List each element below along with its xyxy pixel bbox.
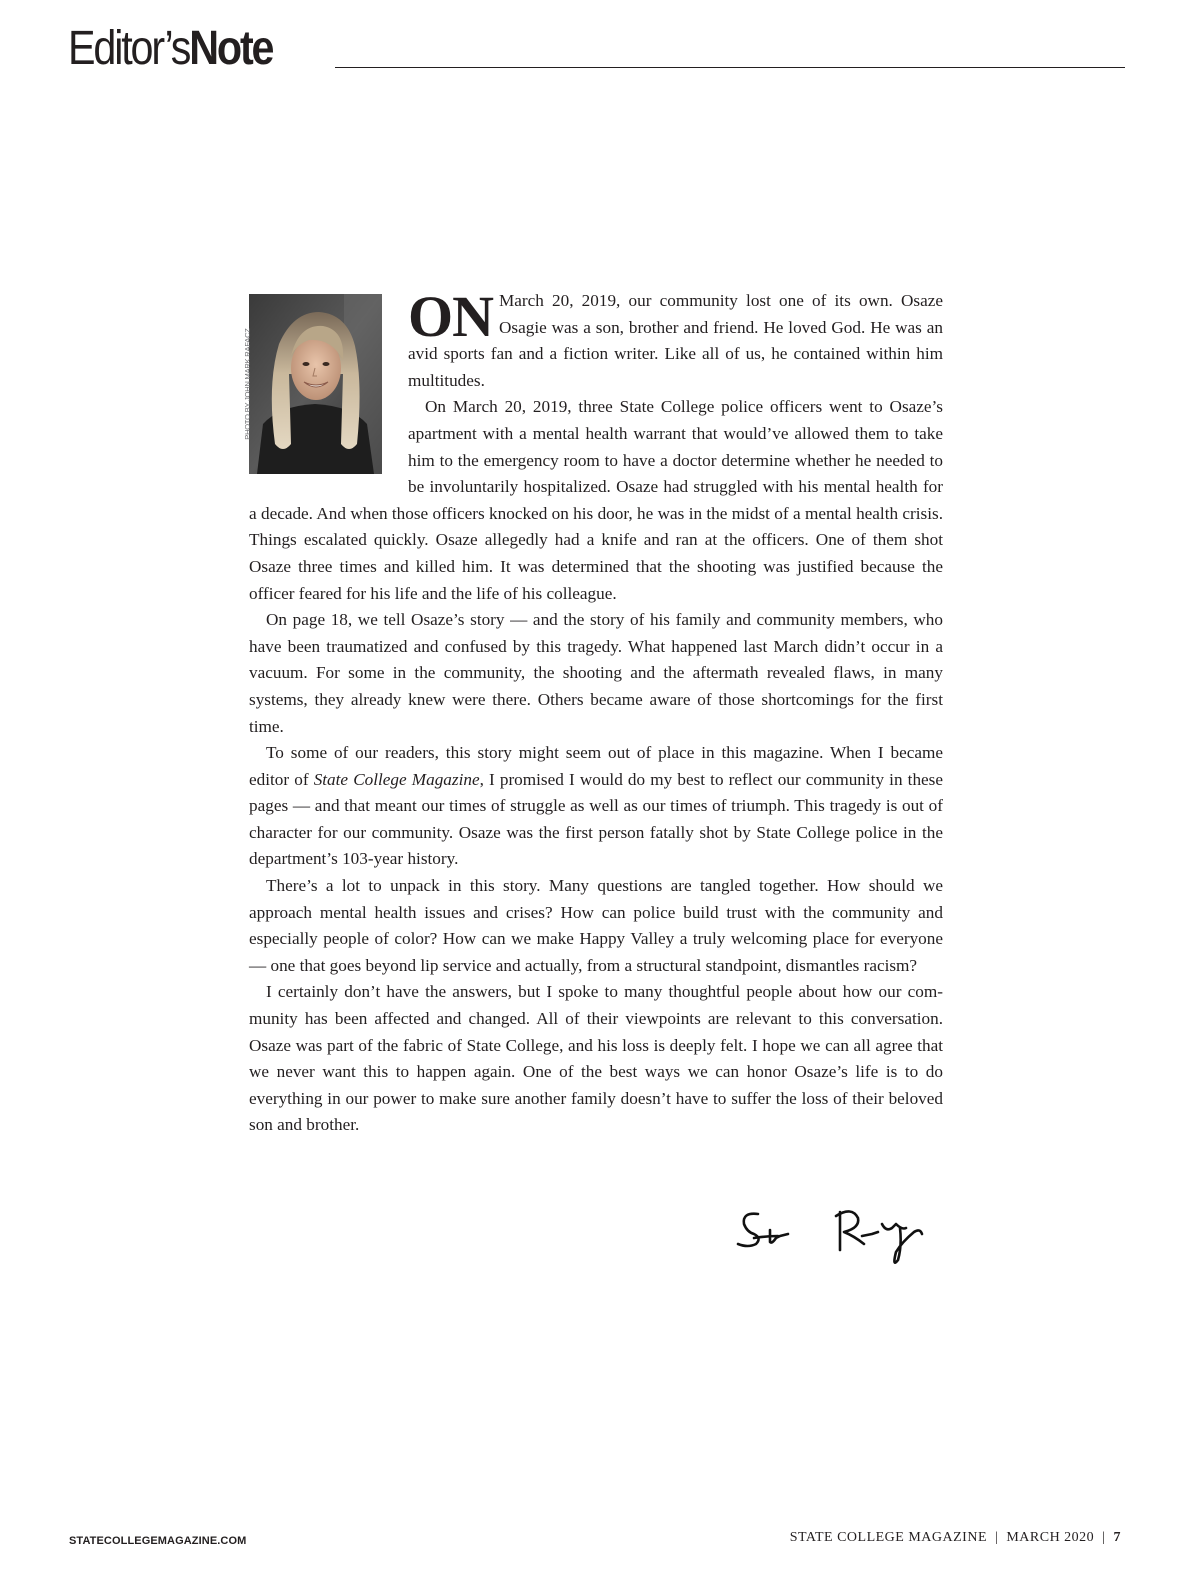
header-rule xyxy=(335,67,1125,68)
paragraph-3: On page 18, we tell Osaze’s story — and the story of his family and community members, who have been traumatized and confused by this tragedy. What happened last March didn’t occur in a vacuum. For some in the community, the shooting and the aftermath revealed flaws, in many systems, they already knew were there. Others became aware of those shortcomings for the first time. xyxy=(249,610,943,736)
editor-signature xyxy=(732,1202,932,1282)
editor-photo xyxy=(249,294,382,474)
section-title xyxy=(68,20,272,78)
section-title-light: Editor’s xyxy=(68,22,190,75)
paragraph-4-text-b: , I promised I would do my best to reflect our community in these pages — and that meant our times of struggle as well as our times of triumph. This tragedy is out of character for our community. Osaze was the first person fatally shot by State College police in the department’s 103-year history. xyxy=(249,769,943,869)
footer-page-number: 7 xyxy=(1113,1530,1121,1545)
signature-image xyxy=(732,1202,932,1282)
paragraph-5: There’s a lot to unpack in this story. Many questions are tangled together. How should we approach mental health issues and crises? How can police build trust with the community and especially people of color? How can we make Happy Valley a truly welcoming place for everyone — one that goes beyond lip service and actually, from a structural standpoint, dismantles racism? xyxy=(249,876,943,975)
page-header xyxy=(68,20,1128,80)
section-title-bold: Note xyxy=(189,22,273,75)
footer-separator-2: | xyxy=(1102,1530,1106,1545)
paragraph-2: On March 20, 2019, three State College police officers went to Osaze’s apartment with a mental health warrant that would’ve allowed them to take him to the emergency room to have a doctor determine whether he needed to be involuntarily hospitalized. Osaze had struggled with his mental health for a decade. And when those officers knocked on his door, he was in the midst of a mental health crisis. Things escalated quickly. Osaze allegedly had a knife and ran at the officers. One of them shot Osaze three times and killed him. It was determined that the shooting was justified because the officer feared for his life and the life of his colleague. xyxy=(249,397,943,603)
footer-publication: STATE COLLEGE MAGAZINE xyxy=(789,1530,988,1545)
paragraph-4 xyxy=(249,740,943,873)
editor-portrait-image xyxy=(249,294,382,474)
drop-cap: ON xyxy=(408,284,493,349)
editor-photo-block xyxy=(243,294,382,474)
paragraph-6: I certainly don’t have the answers, but I spoke to many thoughtful people about how our community has been affected and changed. All of their viewpoints are relevant to this conversation. Osaze was part of the fabric of State College, and his loss is deeply felt. I hope we can all agree that we never want this to happen again. One of the best ways we can honor Osaze’s life is to do everything in our power to make sure another family doesn’t have to suffer the loss of their beloved son and brother. xyxy=(249,982,943,1135)
photo-credit: PHOTO BY JOHN MARK RAFACZ xyxy=(243,328,252,440)
footer-separator-1: | xyxy=(995,1530,999,1545)
paragraph-4-text-a: To some of our readers, this story might seem out of place in this magazine. When I became editor of xyxy=(249,743,943,789)
footer-folio xyxy=(790,1530,1121,1546)
footer-website: STATECOLLEGEMAGAZINE.COM xyxy=(69,1535,247,1547)
editors-note-article xyxy=(243,284,943,1139)
footer-issue: MARCH 2020 xyxy=(1006,1530,1095,1545)
magazine-title-italic: State College Magazine xyxy=(313,769,480,789)
paragraph-1-text: March 20, 2019, our community lost one of its own. Osaze Osagie was a son, brother and friend. He loved God. He was an avid sports fan and a fiction writer. Like all of us, he contained within him multitudes. xyxy=(408,291,943,390)
